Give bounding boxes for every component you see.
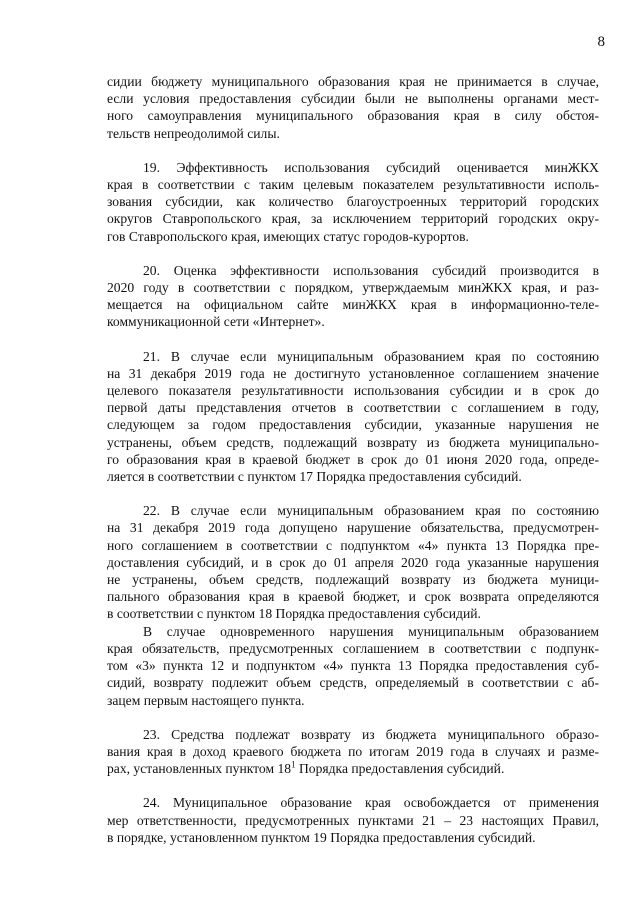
- text-line: зацем первым настоящего пункта.: [107, 692, 305, 708]
- text-line: ного самоуправления муниципального образования края в силу обстоя-: [107, 108, 599, 124]
- text-line: мещается на официальном сайте минЖКХ края в информационно-теле-: [107, 297, 599, 313]
- text-line: не устранены, объем средств, подлежащий возврату из бюджета муници-: [107, 572, 599, 588]
- text-line: гов Ставропольского края, имеющих статус городов-курортов.: [107, 228, 469, 244]
- text-line: сидий, возврату подлежит объем средств, определяемый в соответствии с аб-: [107, 675, 599, 691]
- text-line: в порядке, установленном пунктом 19 Порядка предоставления субсидий.: [107, 829, 536, 845]
- paragraph-20: [107, 262, 599, 331]
- text-line: ного соглашением в соответствии с подпунктом «4» пункта 13 Порядка пре-: [107, 537, 599, 553]
- superscript: 1: [291, 759, 296, 770]
- paragraph-22-second: [107, 623, 599, 709]
- text-line: на 31 декабря 2019 года допущено нарушение обязательства, предусмотрен-: [107, 520, 599, 536]
- text-line: В случае одновременного нарушения муниципальным образованием: [143, 623, 599, 639]
- text-line: го образования края в краевой бюджет в срок до 01 июня 2020 года, опреде-: [107, 451, 599, 467]
- text-line: устранены, объем средств, подлежащий возврату из бюджета муниципально-: [107, 434, 599, 450]
- text-line: в соответствии с пунктом 18 Порядка предоставления субсидий.: [107, 606, 481, 622]
- text-line: мер ответственности, предусмотренных пунктами 21 – 23 настоящих Правил,: [107, 812, 599, 828]
- text-fragment: Порядка предоставления субсидий.: [295, 761, 505, 777]
- text-line: [107, 760, 599, 777]
- text-line: следующем за годом предоставления субсидии, указанные нарушения не: [107, 417, 599, 433]
- paragraph-continuation: [107, 73, 599, 142]
- text-line: сидии бюджету муниципального образования края не принимается в случае,: [107, 74, 599, 89]
- paragraph-19: [107, 159, 599, 245]
- text-line: первой даты представления отчетов в соответствии с соглашением в году,: [107, 400, 599, 416]
- text-line: 23. Средства подлежат возврату из бюджета муниципального образо-: [143, 726, 599, 742]
- text-line: если условия предоставления субсидии были не выполнены органами мест-: [107, 91, 599, 107]
- text-line: пального образования края в краевой бюджет, и срок возврата определяются: [107, 589, 599, 605]
- text-line: 19. Эффективность использования субсидий оценивается минЖКХ: [143, 159, 599, 175]
- text-line: 20. Оценка эффективности использования субсидий производится в: [143, 262, 599, 278]
- text-fragment: рах, установленных пунктом 18: [107, 761, 292, 777]
- text-line: 2020 году в соответствии с порядком, утверждаемым минЖКХ края, и раз-: [107, 280, 599, 296]
- paragraph-24: [107, 794, 599, 846]
- text-line: тельств непреодолимой силы.: [107, 125, 280, 141]
- text-line: целевого показателя результативности использования субсидии и в срок до: [107, 383, 599, 399]
- paragraph-21: [107, 348, 599, 486]
- text-line: на 31 декабря 2019 года не достигнуто установленное соглашением значение: [107, 365, 599, 381]
- text-line: вания края в доход краевого бюджета по итогам 2019 года в случаях и разме-: [107, 743, 599, 759]
- text-line: доставления субсидий, и в срок до 01 апреля 2020 года указанные нарушения: [107, 554, 599, 570]
- document-body: [107, 73, 599, 846]
- text-line: 22. В случае если муниципальным образованием края по состоянию: [143, 503, 599, 519]
- text-line: том «3» пункта 12 и подпунктом «4» пункта 13 Порядка предоставления суб-: [107, 658, 599, 674]
- text-line: края в соответствии с таким целевым показателем результативности исполь-: [107, 177, 599, 193]
- text-line: 21. В случае если муниципальным образованием края по состоянию: [143, 348, 599, 364]
- text-line: 24. Муниципальное образование края освобождается от применения: [143, 795, 599, 811]
- paragraph-23: [107, 726, 599, 778]
- text-line: зования субсидии, как количество благоустроенных территорий городских: [107, 194, 599, 210]
- paragraph-22: [107, 502, 599, 622]
- text-line: края обязательств, предусмотренных соглашением в соответствии с подпунк-: [107, 640, 599, 656]
- text-line: ляется в соответствии с пунктом 17 Порядка предоставления субсидий.: [107, 469, 522, 485]
- text-line: округов Ставропольского края, за исключением территорий городских окру-: [107, 211, 599, 227]
- text-line: коммуникационной сети «Интернет».: [107, 314, 325, 330]
- page-number: 8: [597, 34, 605, 50]
